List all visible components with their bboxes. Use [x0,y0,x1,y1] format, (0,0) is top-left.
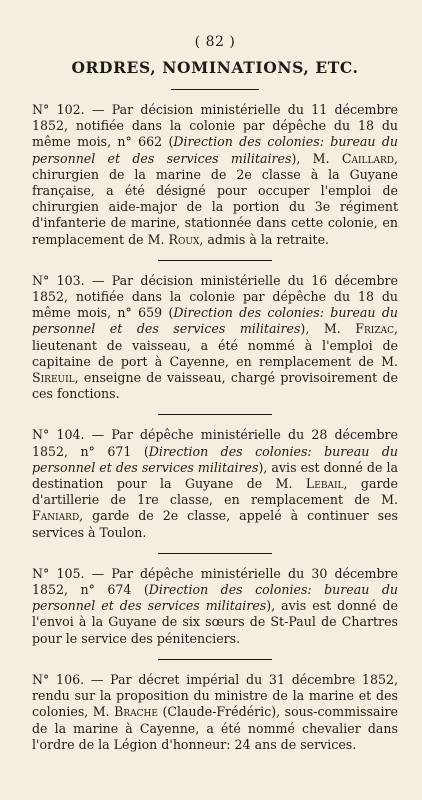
entry-text: ), M. [300,321,356,337]
page-number: ( 82 ) [194,34,236,50]
page-title: ORDRES, NOMINATIONS, ETC. [71,58,359,77]
person-name: Frizac [355,321,394,337]
entry-102 [30,102,400,248]
entry-divider [158,659,272,660]
entry-text: (Claude-Frédéric), sous-commissaire de la marine à Cayenne, a été nommé chevalier dans l'ordre de la Légion d'honneur: 24 ans de services. [32,704,398,752]
title-divider [171,89,259,90]
entry-text: , garde d'artillerie de 1re classe, en remplacement de M. [32,476,398,508]
entry-text: ), M. [291,150,342,166]
entry-text: ), avis est donné de la destination pour la Guyane de M. [32,459,398,492]
entry-number: N° 103. [32,272,85,288]
entry-text: — Par décision ministérielle du 11 décembre 1852, notifiée dans la colonie par dépêche du 18 du même mois, n° 662 ( [32,102,398,150]
entry-106 [30,672,400,753]
entry-text: — Par décision ministérielle du 16 décembre 1852, notifiée dans la colonie par dépêche du 18 du même mois, n° 659 ( [32,272,398,321]
entry-105 [30,566,400,647]
entry-divider [158,260,272,261]
entry-number: N° 104. [32,427,85,443]
entry-italic: Direction des colonies: bureau du personnel et des services militaires [32,305,398,337]
person-name: Sireuil [32,370,75,386]
entry-text: — Par décret impérial du 31 décembre 1852, rendu sur la proposition du ministre de la marine et des colonies, M. [32,671,398,720]
person-name: Lebail [305,476,344,492]
entry-text: , garde de 2e classe, appelé à continuer ses services à Toulon. [32,508,398,540]
entry-text: ), avis est donné de l'envoi à la Guyane de six sœurs de St-Paul de Chartres pour le service des pénitenciers. [32,598,398,646]
entry-italic: Direction des colonies: bureau du personnel et des services militaires [32,582,398,614]
entry-text: , enseigne de vaisseau, chargé provisoirement de ces fonctions. [32,370,398,402]
person-name: Brache [114,704,158,720]
entry-divider [158,553,272,554]
person-name: Caillard [341,150,394,166]
entry-number: N° 105. [32,565,85,581]
person-name: Faniard [32,508,80,524]
entry-104 [30,427,400,540]
entry-103 [30,273,400,403]
entry-text: — Par dépêche ministérielle du 28 décembre 1852, n° 671 ( [32,427,398,459]
entry-divider [158,414,272,415]
entry-text: , lieutenant de vaisseau, a été nommé à l'emploi de capitaine de port à Cayenne, en remplacement de M. [32,321,398,369]
entry-italic: Direction des colonies: bureau du personnel et des services militaires [32,443,398,475]
person-name: Roux [168,231,200,247]
entry-italic: Direction des colonies: bureau du personnel et des services militaires [32,134,398,166]
entry-text: , admis à la retraite. [199,231,330,247]
entry-text: — Par dépêche ministérielle du 30 décembre 1852, n° 674 ( [32,565,398,598]
entry-number: N° 102. [32,102,85,117]
entry-text: , chirurgien de la marine de 2e classe à la Guyane française, a été désigné pour occuper l'emploi de chirurgien aide-major de la portion du 3e régiment d'infanterie de marine, stationnée dans cette colonie, en remplacement de M. [32,150,398,247]
entry-number: N° 106. [32,671,85,687]
